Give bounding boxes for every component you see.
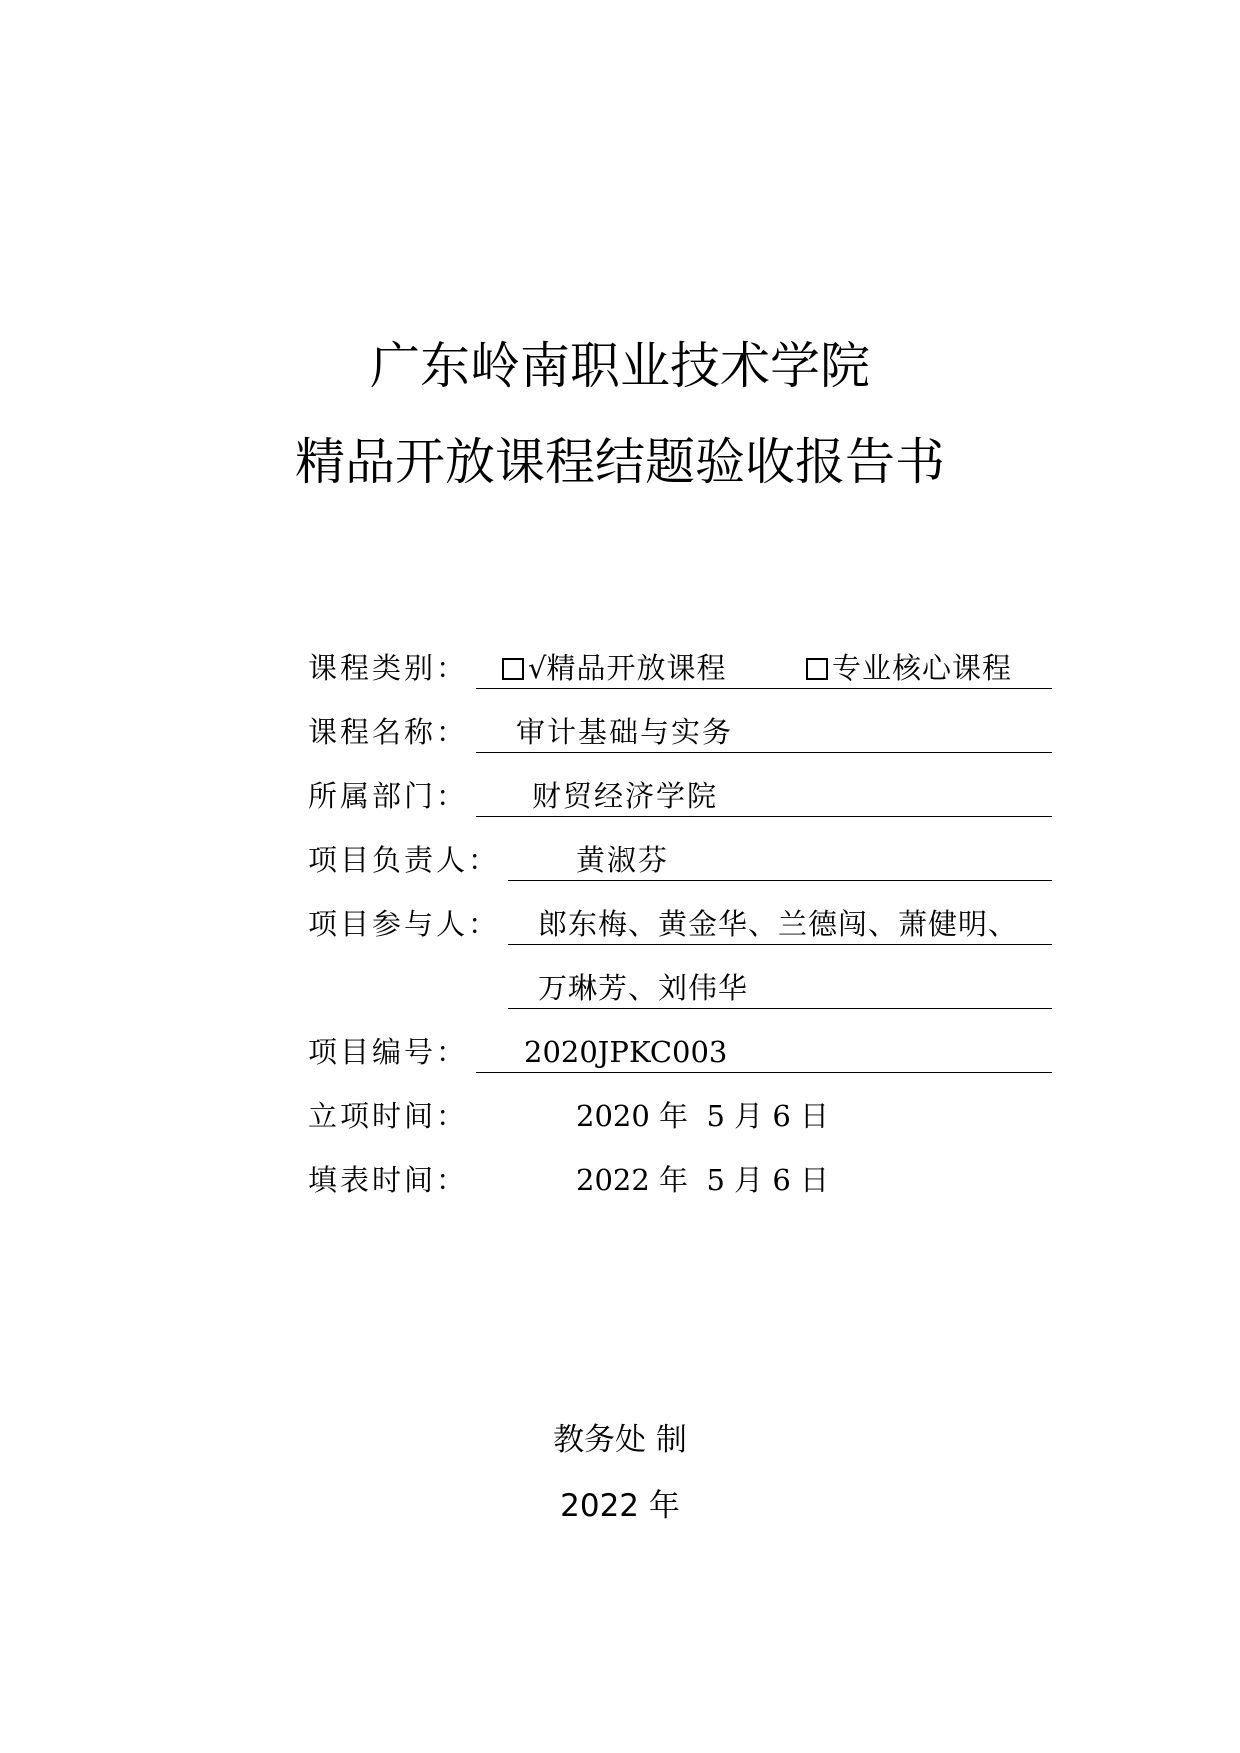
check-mark: √	[528, 651, 547, 685]
field-value: 万琳芳、刘伟华	[538, 971, 749, 1005]
field-value: 黄淑芬	[576, 843, 670, 877]
field-category-value	[476, 648, 1052, 689]
option-label: 专业核心课程	[832, 651, 1013, 685]
field-value: 审计基础与实务	[516, 715, 734, 749]
field-value-line	[508, 968, 1052, 1009]
field-label: 立项时间：	[308, 1099, 469, 1133]
field-value-line	[476, 776, 1052, 817]
field-label: 项目编号：	[308, 1035, 469, 1069]
field-label: 所属部门：	[308, 779, 469, 813]
footer-year: 2022 年	[560, 1488, 680, 1524]
checkbox-icon	[502, 658, 524, 680]
field-label: 项目参与人：	[308, 907, 501, 941]
field-value: 郎东梅、黄金华、兰德闯、萧健明、	[538, 907, 1019, 941]
checkbox-icon	[806, 658, 828, 680]
option-open-course	[502, 648, 727, 688]
field-value: 2020JPKC003	[524, 1035, 728, 1069]
option-label: 精品开放课程	[546, 651, 727, 685]
field-label: 课程类别：	[308, 651, 469, 685]
field-value-line	[476, 1032, 1052, 1073]
field-value-line	[508, 840, 1052, 881]
field-value: 2022 年 5 月 6 日	[576, 1163, 830, 1197]
field-label: 项目负责人：	[308, 843, 501, 877]
field-value: 财贸经济学院	[532, 779, 719, 813]
field-label: 课程名称：	[308, 715, 469, 749]
option-core-course	[806, 648, 1012, 688]
field-value-line	[476, 712, 1052, 753]
field-label: 填表时间：	[308, 1163, 469, 1197]
issuer-label: 教务处 制	[553, 1422, 687, 1458]
field-value: 2020 年 5 月 6 日	[576, 1099, 830, 1133]
document-title-line2: 精品开放课程结题验收报告书	[295, 433, 945, 491]
field-value-line	[508, 904, 1052, 945]
document-title-line1: 广东岭南职业技术学院	[370, 337, 870, 395]
